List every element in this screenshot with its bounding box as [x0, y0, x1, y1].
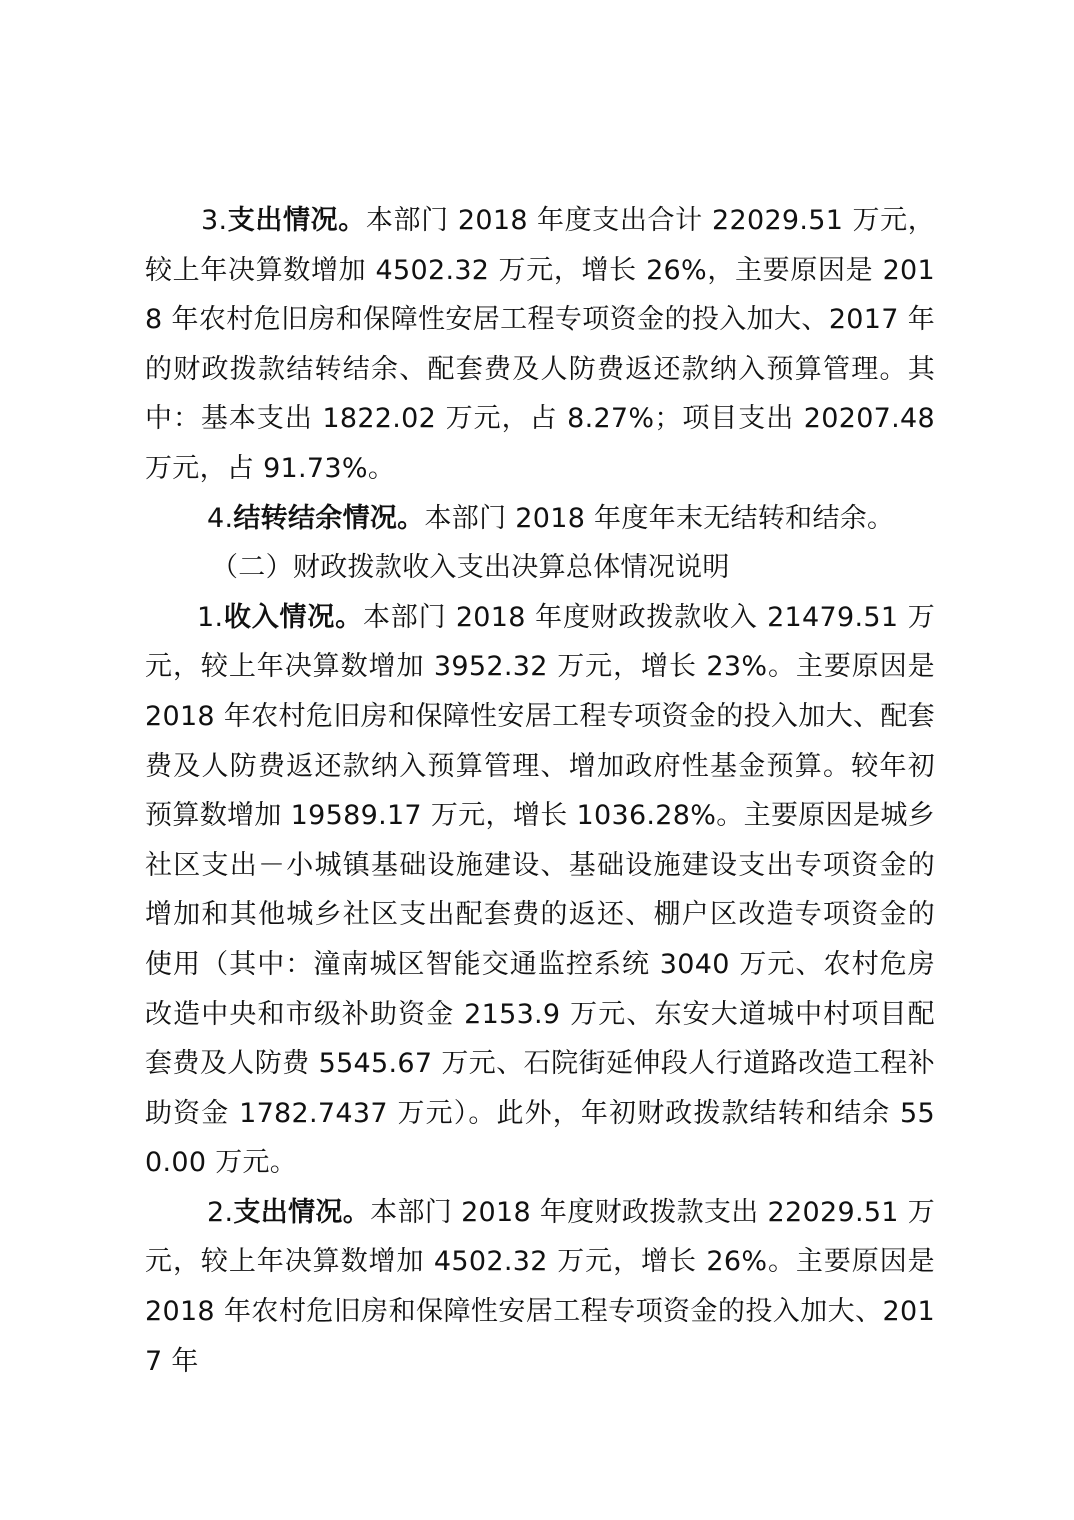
- document-body: [145, 196, 935, 1386]
- section-heading-text: （二）财政拨款收入支出决算总体情况说明: [211, 552, 730, 584]
- paragraph-number: 1.: [197, 601, 224, 633]
- section-heading: [145, 543, 935, 593]
- paragraph-text: 本部门 2018 年度财政拨款收入 21479.51 万元，较上年决算数增加 3952.32 万元，增长 23%。主要原因是 2018 年农村危旧房和保障性安居工程专项资金的投入加大、配套费及人防费返还款纳入预算管理、增加政府性基金预算。较年初预算数增加 19589.17 万元，增长 1036.28%。主要原因是城乡社区支出－小城镇基础设施建设、基础设施建设支出专项资金的增加和其他城乡社区支出配套费的返还、棚户区改造专项资金的使用（其中：潼南城区智能交通监控系统 3040 万元、农村危房改造中央和市级补助资金 2153.9 万元、东安大道城中村项目配套费及人防费 5545.67 万元、石院街延伸段人行道路改造工程补助资金 1782.7437 万元）。此外，年初财政拨款结转和结余 550.00 万元。: [145, 601, 936, 1179]
- paragraph-text: 本部门 2018 年度财政拨款支出 22029.51 万元，较上年决算数增加 4502.32 万元，增长 26%。主要原因是 2018 年农村危旧房和保障性安居工程专项资金的投入加大、2017 年: [145, 1196, 935, 1377]
- paragraph-fiscal-income: [145, 593, 935, 1188]
- paragraph-text: 本部门 2018 年度支出合计 22029.51 万元，较上年决算数增加 4502.32 万元，增长 26%，主要原因是 2018 年农村危旧房和保障性安居工程专项资金的投入加大、2017 年的财政拨款结转结余、配套费及人防费返还款纳入预算管理。其中：基本支出 1822.02 万元，占 8.27%；项目支出 20207.48 万元，占 91.73%。: [145, 205, 936, 484]
- paragraph-fiscal-expenditure: [145, 1188, 935, 1386]
- paragraph-heading: 结转结余情况。: [233, 502, 425, 534]
- paragraph-number: 4.: [207, 502, 234, 534]
- paragraph-text: 本部门 2018 年度年末无结转和结余。: [424, 502, 895, 534]
- paragraph-number: 2.: [207, 1196, 234, 1228]
- paragraph-expenditure: [145, 196, 935, 494]
- paragraph-heading: 支出情况。: [233, 1196, 371, 1228]
- paragraph-heading: 收入情况。: [223, 601, 363, 633]
- paragraph-heading: 支出情况。: [227, 205, 366, 236]
- paragraph-number: 3.: [201, 205, 228, 236]
- paragraph-carryover: [145, 494, 935, 544]
